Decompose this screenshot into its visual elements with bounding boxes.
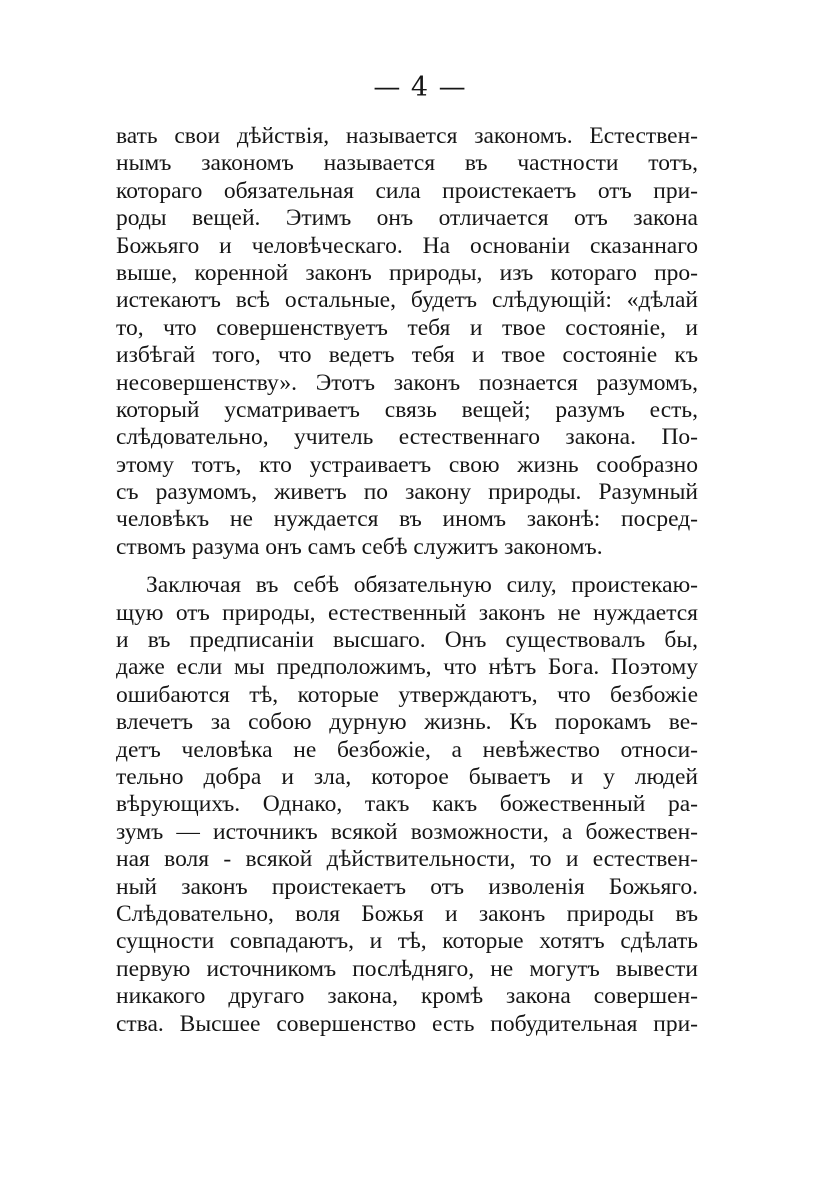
text-line: котораго обязательная сила проистекаетъ отъ при- [116, 177, 698, 204]
text-line: человѣкъ не нуждается въ иномъ законѣ: посред- [116, 506, 698, 533]
text-line: и въ предписаніи высшаго. Онъ существовалъ бы, [116, 627, 698, 654]
text-line: съ разумомъ, живетъ по закону природы. Разумный [116, 479, 698, 506]
text-line: несовершенству». Этотъ законъ познается разумомъ, [116, 369, 698, 396]
paragraph-2 [116, 572, 698, 1038]
text-line: который усматриваетъ связь вещей; разумъ есть, [116, 396, 698, 423]
text-line: слѣдовательно, учитель естественнаго закона. По- [116, 424, 698, 451]
page-number: — 4 — [373, 72, 467, 103]
text-line: вать свои дѣйствія, называется закономъ. Естествен- [116, 123, 698, 149]
text-line: вѣрующихъ. Однако, такъ какъ божественный ра- [116, 791, 698, 818]
text-line: детъ человѣка не безбожіе, а невѣжество относи- [116, 736, 698, 763]
text-line: влечетъ за собою дурную жизнь. Къ порокамъ ве- [116, 709, 698, 736]
body-text [116, 123, 698, 1038]
text-line: избѣгай того, что ведетъ тебя и твое состояніе къ [116, 342, 698, 369]
text-line: то, что совершенствуетъ тебя и твое состояніе, и [116, 314, 698, 341]
paragraph-1 [116, 123, 698, 561]
text-line: ный законъ проистекаетъ отъ изволенія Божьяго. [116, 873, 698, 900]
text-line: сущности совпадаютъ, и тѣ, которые хотятъ сдѣлать [116, 928, 698, 955]
text-line: ства. Высшее совершенство есть побудительная при- [116, 1010, 698, 1037]
text-line: нымъ закономъ называется въ частности тотъ, [116, 150, 698, 177]
text-line: роды вещей. Этимъ онъ отличается отъ закона [116, 205, 698, 232]
paragraph-gap [116, 561, 698, 572]
text-line: Божьяго и человѣческаго. На основаніи сказаннаго [116, 232, 698, 259]
text-line: первую источникомъ послѣдняго, не могутъ вывести [116, 955, 698, 982]
text-line: ствомъ разума онъ самъ себѣ служитъ закономъ. [116, 533, 603, 560]
text-line: щую отъ природы, естественный законъ не нуждается [116, 599, 698, 626]
text-line: Заключая въ себѣ обязательную силу, проистекаю- [146, 572, 698, 599]
text-line: выше, коренной законъ природы, изъ котораго про- [116, 259, 698, 286]
text-line: тельно добра и зла, которое бываетъ и у людей [116, 763, 698, 790]
text-line: никакого другаго закона, кромѣ закона совершен- [116, 983, 698, 1010]
text-line: зумъ — источникъ всякой возможности, а божествен- [116, 818, 698, 845]
text-line: ошибаются тѣ, которые утверждаютъ, что безбожіе [116, 681, 698, 708]
text-line: Слѣдовательно, воля Божья и законъ природы въ [116, 900, 698, 927]
text-line: истекаютъ всѣ остальные, будетъ слѣдующій: «дѣлай [116, 287, 698, 314]
text-line: этому тотъ, кто устраиваетъ свою жизнь сообразно [116, 451, 698, 478]
text-line: ная воля - всякой дѣйствительности, то и естествен- [116, 846, 698, 873]
text-line: даже если мы предположимъ, что нѣтъ Бога. Поэтому [116, 654, 698, 681]
